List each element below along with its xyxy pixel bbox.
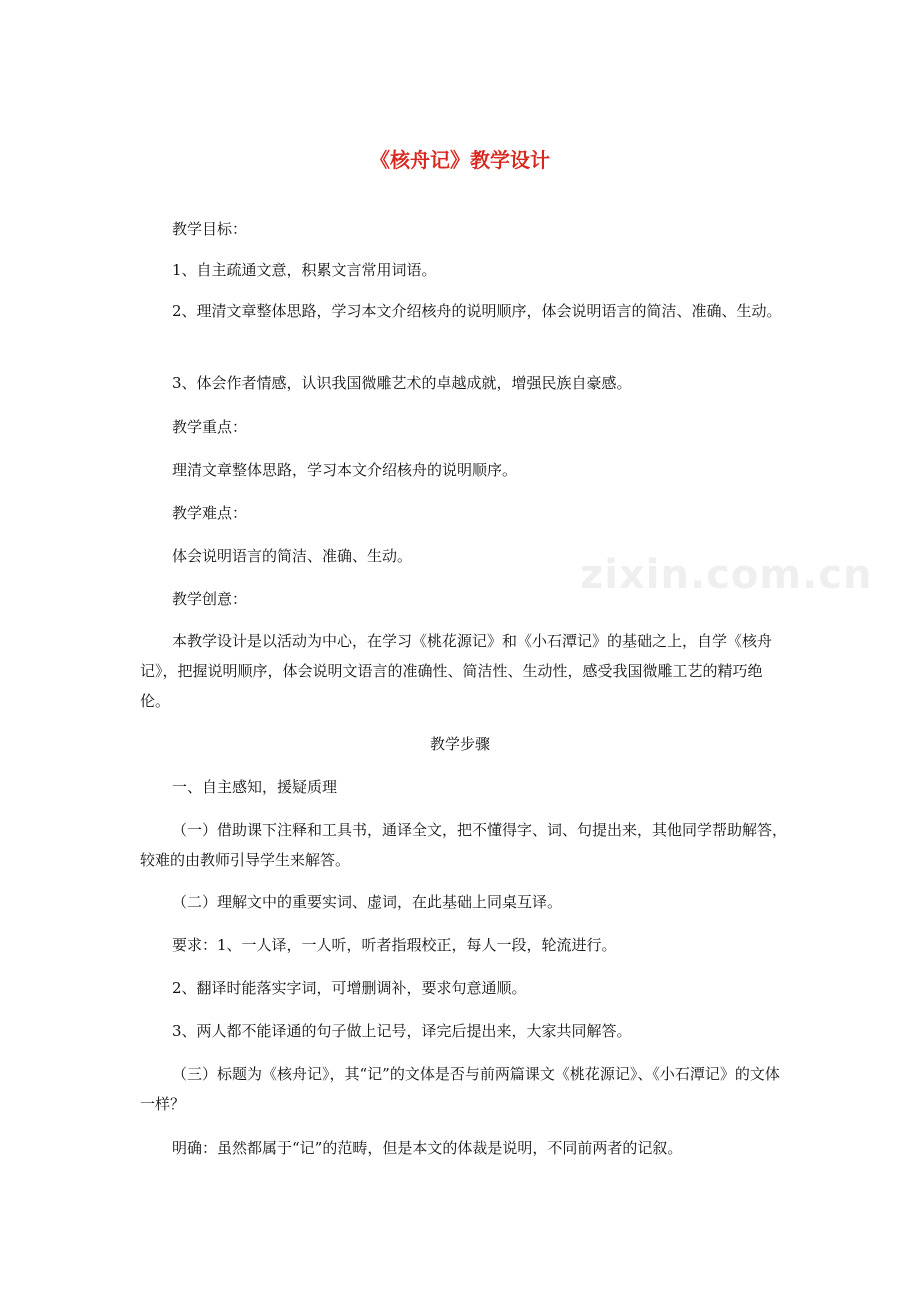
goal-3: 3、体会作者情感，认识我国微雕艺术的卓越成就，增强民族自豪感。	[172, 374, 632, 392]
goal-1: 1、自主疏通文意，积累文言常用词语。	[172, 261, 437, 279]
requirement-2: 2、翻译时能落实字词，可增删调补，要求句意通顺。	[172, 979, 527, 997]
heading-goals: 教学目标：	[172, 220, 248, 238]
answer-text: 明确：虽然都属于“记”的范畴，但是本文的体裁是说明，不同前两者的记叙。	[172, 1139, 683, 1157]
requirement-1: 要求：1、一人译，一人听，听者指瑕校正，每人一段，轮流进行。	[172, 936, 617, 954]
requirement-3: 3、两人都不能译通的句子做上记号，译完后提出来，大家共同解答。	[172, 1022, 632, 1040]
step-1-part-2: （二）理解文中的重要实词、虚词，在此基础上同桌互译。	[172, 893, 563, 911]
document-title: 《核舟记》教学设计	[370, 148, 550, 172]
step-1-part-3: （三）标题为《核舟记》，其“记”的文体是否与前两篇课文《桃花源记》、《小石潭记》的文体一样？	[140, 1065, 780, 1113]
key-points-text: 理清文章整体思路，学习本文介绍核舟的说明顺序。	[172, 461, 518, 479]
creativity-text: 本教学设计是以活动为中心，在学习《桃花源记》和《小石潭记》的基础之上，自学《核舟记》，把握说明顺序，体会说明文语言的准确性、简洁性、生动性，感受我国微雕工艺的精巧绝伦。	[140, 632, 773, 710]
heading-key-points: 教学重点：	[172, 418, 248, 436]
heading-creativity: 教学创意：	[172, 590, 248, 608]
difficulties-text: 体会说明语言的简洁、准确、生动。	[172, 547, 413, 565]
goal-2: 2、理清文章整体思路，学习本文介绍核舟的说明顺序，体会说明语言的简洁、准确、生动。	[172, 302, 782, 320]
step-1-part-1: （一）借助课下注释和工具书，通译全文，把不懂得字、词、句提出来，其他同学帮助解答，较难的由教师引导学生来解答。	[140, 821, 788, 869]
step-1-heading: 一、自主感知，援疑质理	[172, 778, 338, 796]
watermark: zixin.com.cn	[580, 552, 873, 598]
heading-difficulties: 教学难点：	[172, 504, 248, 522]
heading-steps: 教学步骤	[429, 735, 490, 753]
